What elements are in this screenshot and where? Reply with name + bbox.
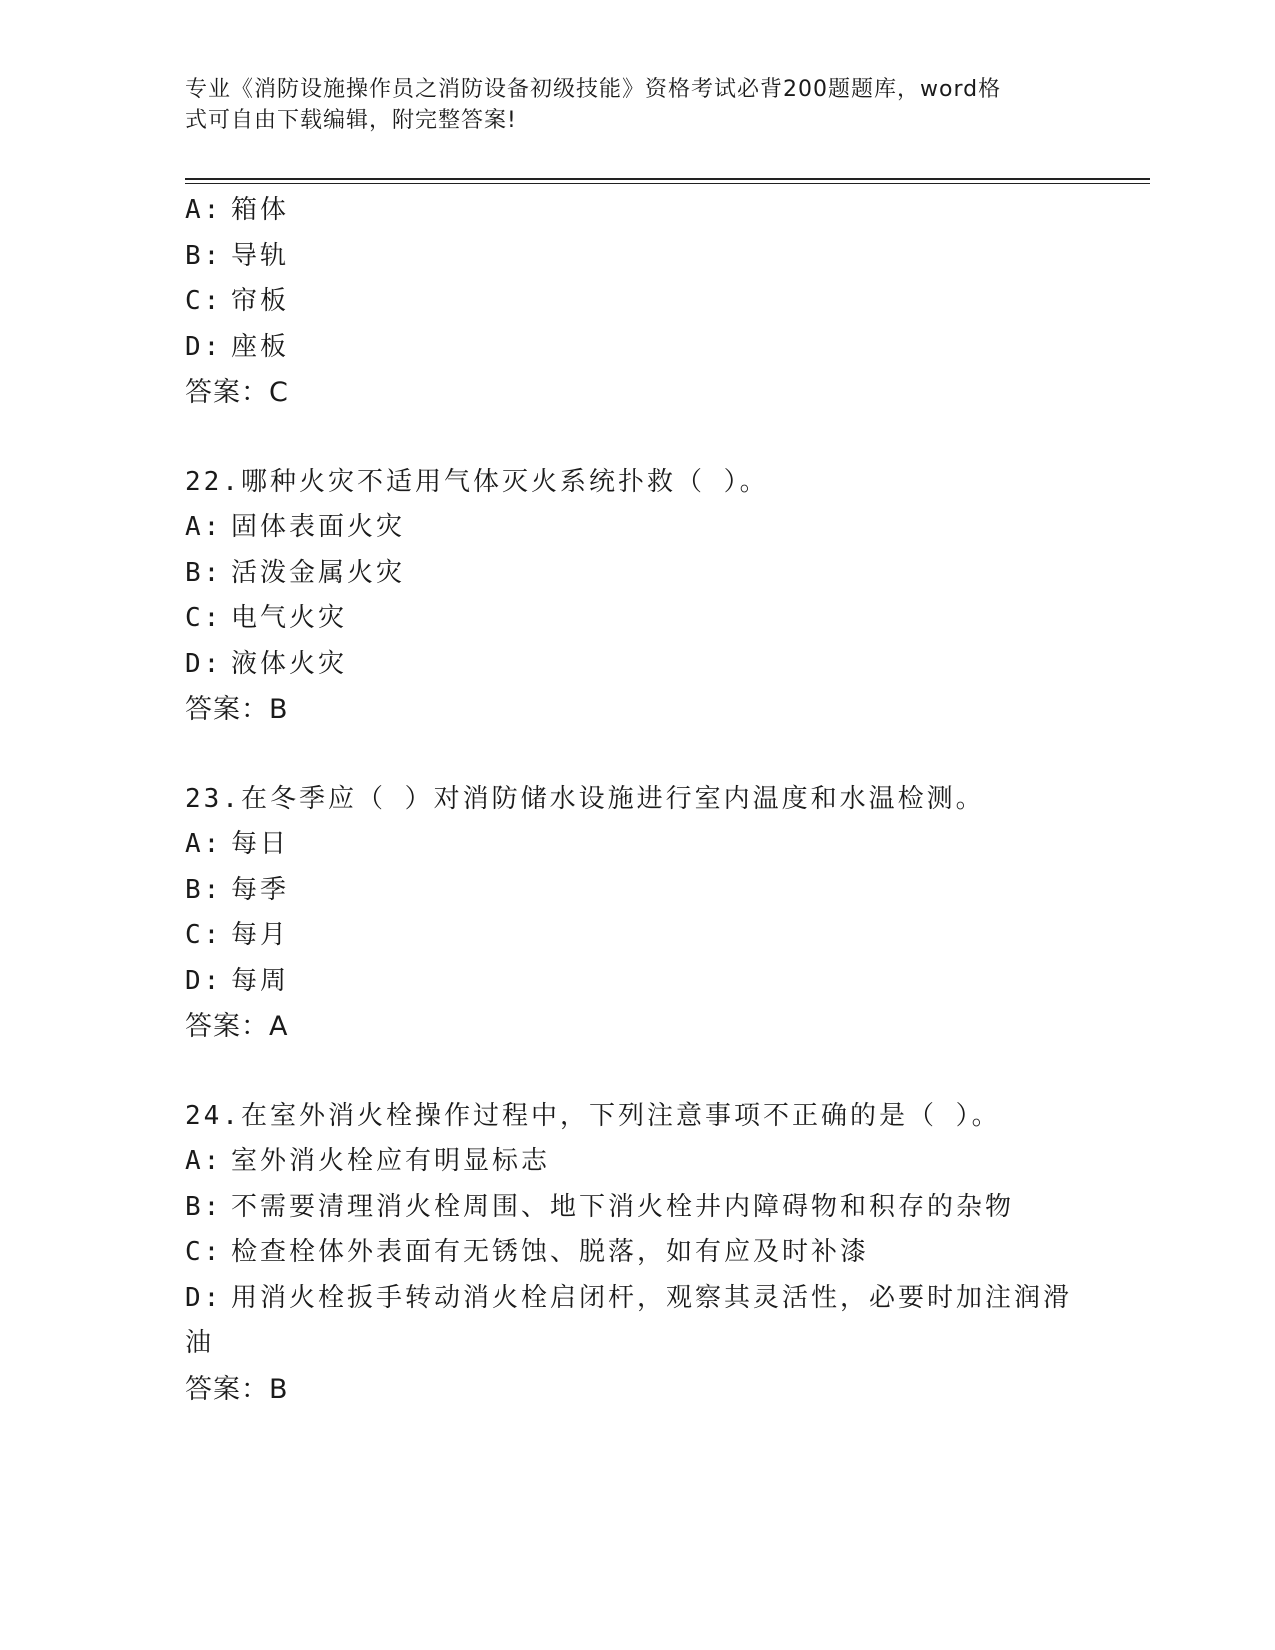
header-divider xyxy=(185,178,1150,184)
option-text: 每日 xyxy=(231,829,290,859)
option-text: 每周 xyxy=(231,965,290,996)
question-block-21 xyxy=(185,188,1105,416)
question-text: 23.在冬季应（ ）对消防储水设施进行室内温度和水温检测。 xyxy=(185,783,985,814)
option-label: A: xyxy=(185,1146,223,1176)
option-text: 不需要清理消火栓周围、地下消火栓井内障碍物和积存的杂物 xyxy=(231,1191,1015,1222)
option-c xyxy=(185,279,1105,325)
option-text: 每月 xyxy=(231,920,290,950)
answer-line: 答案：C xyxy=(185,377,289,408)
option-label: A: xyxy=(185,195,223,225)
question-text: 22.哪种火灾不适用气体灭火系统扑救（ ）。 xyxy=(185,466,769,497)
option-text: 固体表面火灾 xyxy=(231,512,406,542)
option-label: C: xyxy=(185,286,223,316)
option-b xyxy=(185,234,1105,280)
option-a xyxy=(185,822,1105,868)
option-label: B: xyxy=(185,874,223,905)
option-label: C: xyxy=(185,1237,223,1267)
option-text: 导轨 xyxy=(231,240,290,271)
option-text: 活泼金属火灾 xyxy=(231,557,406,588)
option-b xyxy=(185,551,1105,597)
option-text: 液体火灾 xyxy=(231,648,348,679)
question-block-24 xyxy=(185,1094,1105,1413)
option-label: D: xyxy=(185,965,223,996)
option-label: A: xyxy=(185,512,223,542)
answer-line: 答案：A xyxy=(185,1011,289,1042)
option-label: B: xyxy=(185,557,223,588)
option-label: C: xyxy=(185,920,223,950)
option-a xyxy=(185,505,1105,551)
question-list xyxy=(185,188,1105,1412)
option-text: 电气火灾 xyxy=(231,603,348,633)
answer-line: 答案：B xyxy=(185,1373,289,1405)
block-spacer xyxy=(185,416,1105,460)
option-text: 帘板 xyxy=(231,286,290,316)
option-d xyxy=(185,642,1105,688)
header-line-2: 式可自由下载编辑，附完整答案! xyxy=(185,108,517,133)
option-b xyxy=(185,1185,1105,1231)
option-label: D: xyxy=(185,648,223,679)
option-d xyxy=(185,959,1105,1005)
header-line-1: 专业《消防设施操作员之消防设备初级技能》资格考试必背200题题库，word格 xyxy=(185,77,1002,102)
option-c xyxy=(185,596,1105,642)
option-text: 用消火栓扳手转动消火栓启闭杆，观察其灵活性，必要时加注润滑油 xyxy=(185,1282,1073,1358)
option-a xyxy=(185,1139,1105,1185)
question-block-23 xyxy=(185,777,1105,1050)
option-text: 每季 xyxy=(231,874,290,905)
option-text: 室外消火栓应有明显标志 xyxy=(231,1146,551,1176)
option-label: C: xyxy=(185,603,223,633)
option-label: D: xyxy=(185,1282,223,1313)
option-label: A: xyxy=(185,829,223,859)
option-d xyxy=(185,325,1105,371)
option-d xyxy=(185,1276,1075,1367)
question-block-22 xyxy=(185,460,1105,733)
question-text: 24.在室外消火栓操作过程中，下列注意事项不正确的是（ ）。 xyxy=(185,1100,1001,1131)
option-a xyxy=(185,188,1105,234)
block-spacer xyxy=(185,1050,1105,1094)
option-text: 座板 xyxy=(231,331,290,362)
option-label: B: xyxy=(185,1191,223,1222)
block-spacer xyxy=(185,733,1105,777)
option-c xyxy=(185,1230,1105,1276)
option-label: B: xyxy=(185,240,223,271)
document-header xyxy=(185,74,1065,136)
option-b xyxy=(185,868,1105,914)
answer-line: 答案：B xyxy=(185,694,289,725)
option-c xyxy=(185,913,1105,959)
option-text: 检查栓体外表面有无锈蚀、脱落，如有应及时补漆 xyxy=(231,1237,870,1267)
option-label: D: xyxy=(185,331,223,362)
option-text: 箱体 xyxy=(231,195,290,225)
